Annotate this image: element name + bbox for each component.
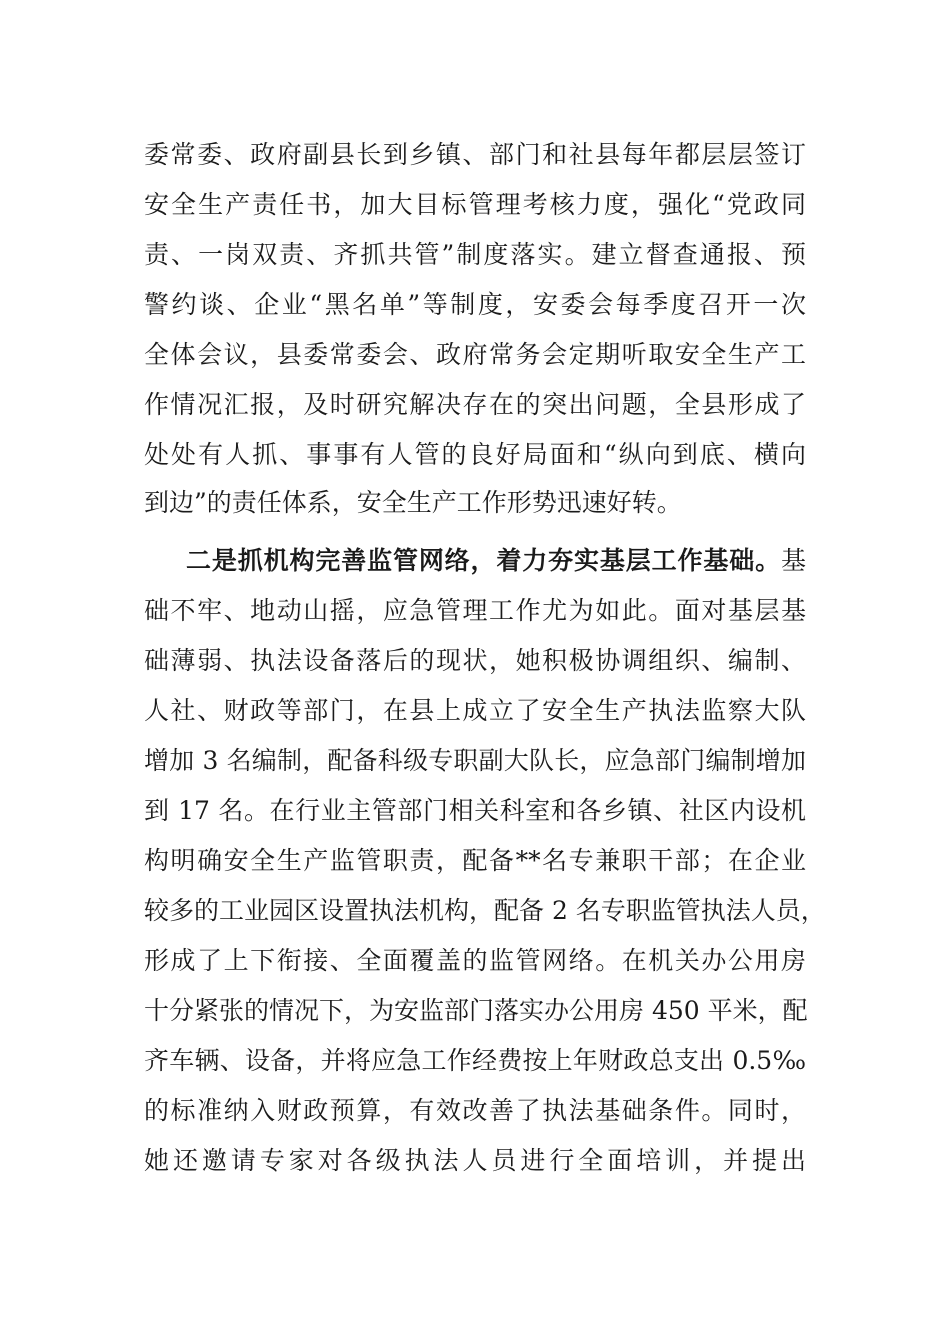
text-line: 齐车辆、设备，并将应急工作经费按上年财政总支出 0.5‰ <box>144 1046 806 1075</box>
text-line: 的标准纳入财政预算，有效改善了执法基础条件。同时， <box>144 1096 806 1125</box>
text-line: 人社、财政等部门，在县上成立了安全生产执法监察大队 <box>144 696 806 725</box>
text-line: 委常委、政府副县长到乡镇、部门和社县每年都层层签订 <box>144 140 806 169</box>
text-line: 十分紧张的情况下，为安监部门落实办公用房 450 平米，配 <box>144 996 808 1025</box>
text-line: 安全生产责任书，加大目标管理考核力度，强化“党政同 <box>144 190 806 219</box>
text-line: 她还邀请专家对各级执法人员进行全面培训，并提出 <box>144 1146 806 1175</box>
text-line: 到边”的责任体系，安全生产工作形势迅速好转。 <box>144 488 682 517</box>
text-line: 较多的工业园区设置执法机构，配备 2 名专职监管执法人员， <box>144 896 826 925</box>
text-fragment: 基 <box>780 546 806 575</box>
text-line: 础不牢、地动山摇，应急管理工作尤为如此。面对基层基 <box>144 596 806 625</box>
text-line: 到 17 名。在行业主管部门相关科室和各乡镇、社区内设机 <box>144 796 806 825</box>
text-line: 构明确安全生产监管职责，配备**名专兼职干部；在企业 <box>144 846 806 875</box>
text-line: 处处有人抓、事事有人管的良好局面和“纵向到底、横向 <box>144 440 806 469</box>
text-line: 警约谈、企业“黑名单”等制度，安委会每季度召开一次 <box>144 290 806 319</box>
text-line: 形成了上下衔接、全面覆盖的监管网络。在机关办公用房 <box>144 946 806 975</box>
paragraph-first-line <box>186 541 806 581</box>
text-line: 责、一岗双责、齐抓共管”制度落实。建立督查通报、预 <box>144 240 806 269</box>
text-line: 础薄弱、执法设备落后的现状，她积极协调组织、编制、 <box>144 646 806 675</box>
text-line: 增加 3 名编制，配备科级专职副大队长，应急部门编制增加 <box>144 746 806 775</box>
section-heading: 二是抓机构完善监管网络，着力夯实基层工作基础。 <box>186 546 781 575</box>
text-line: 全体会议，县委常委会、政府常务会定期听取安全生产工 <box>144 340 806 369</box>
text-line: 作情况汇报，及时研究解决存在的突出问题，全县形成了 <box>144 390 806 419</box>
